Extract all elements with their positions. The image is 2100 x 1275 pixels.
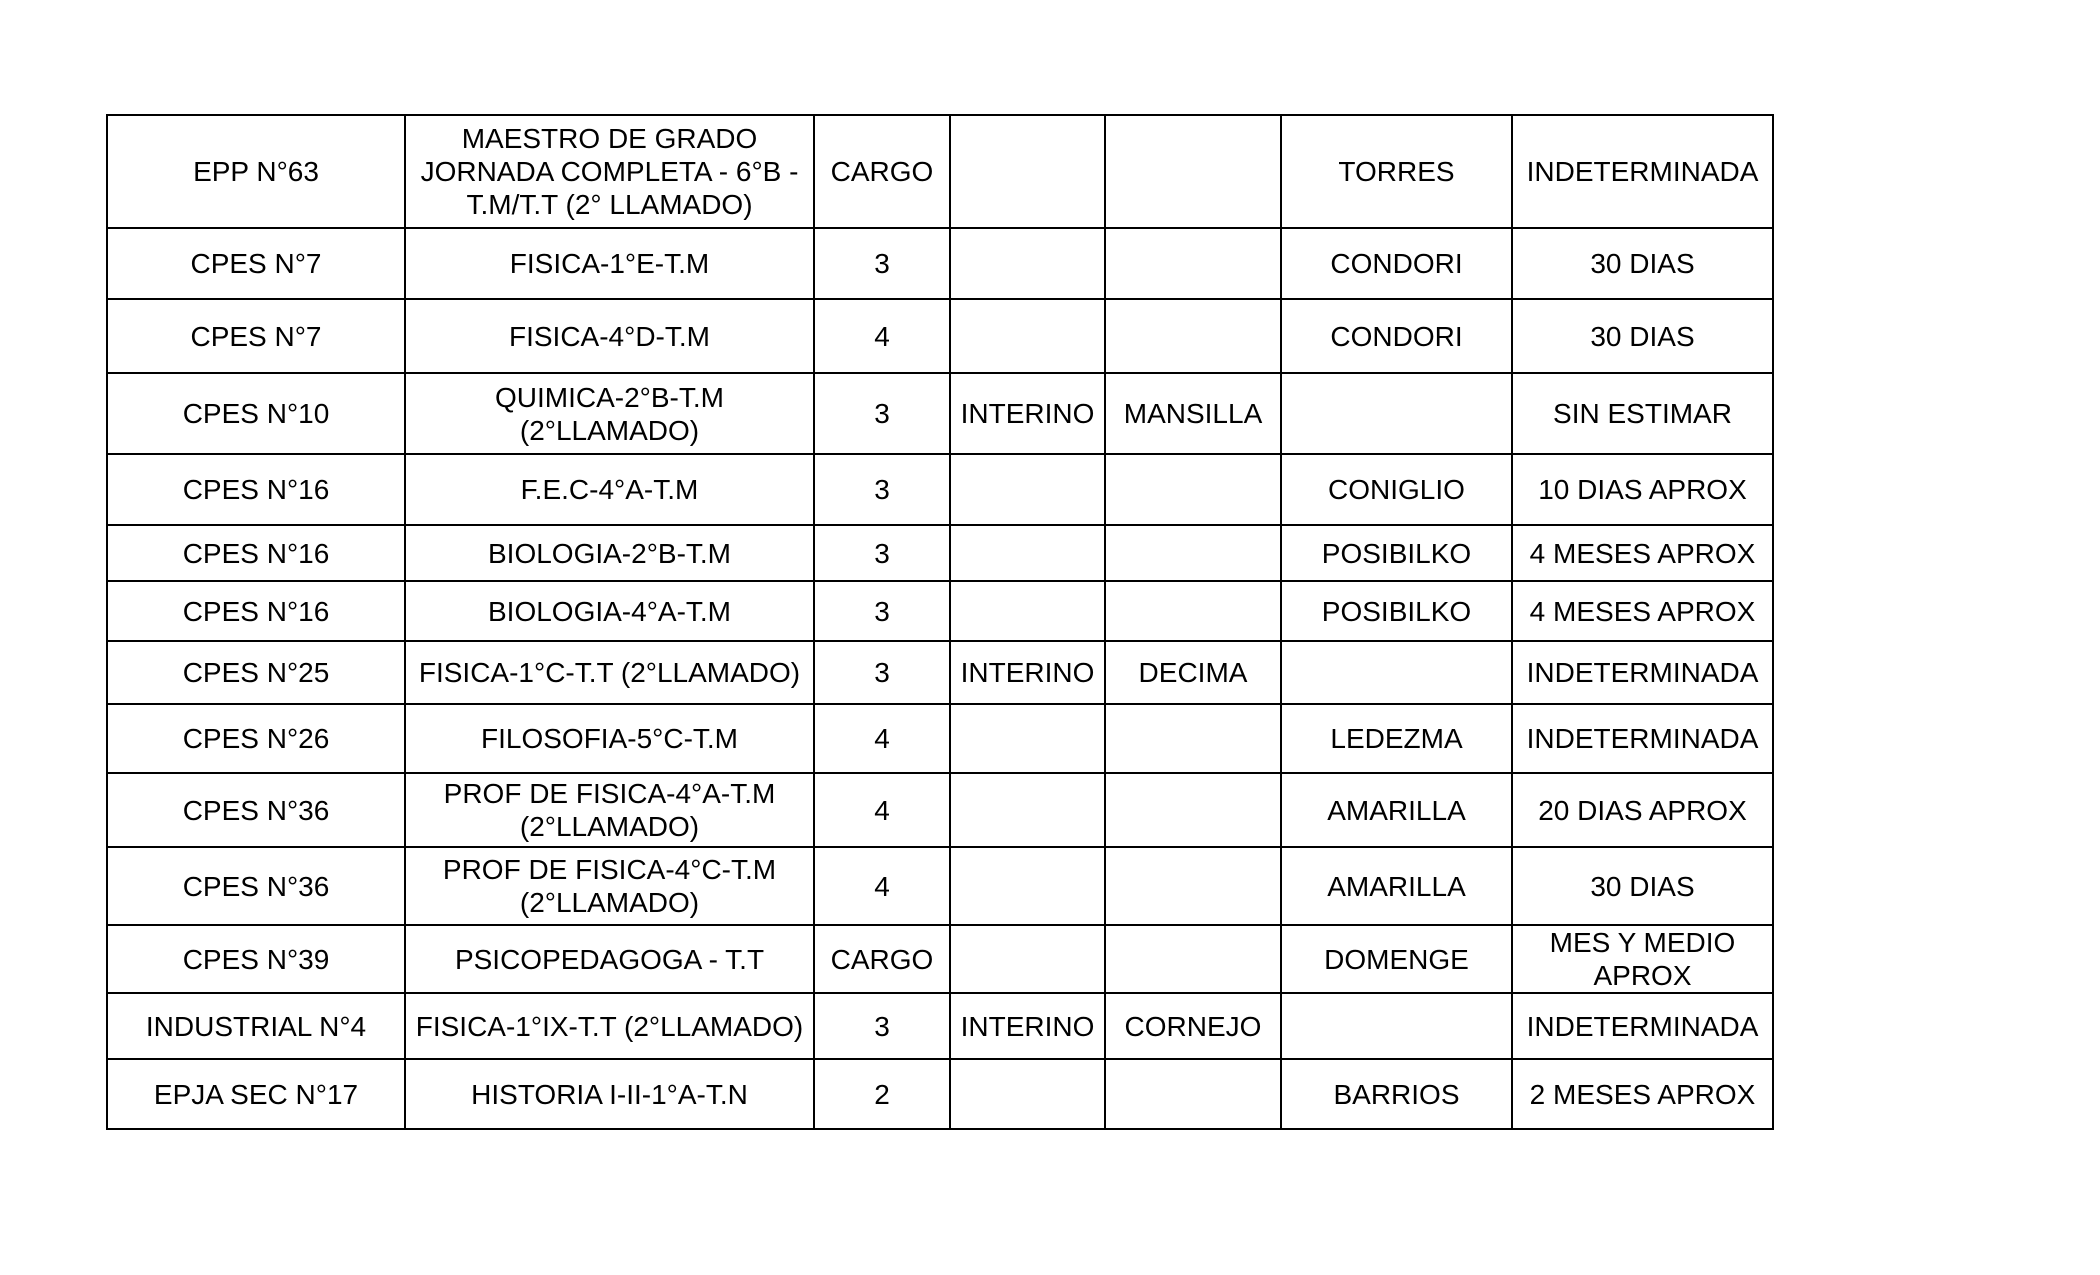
duration-cell: MES Y MEDIO APROX	[1512, 925, 1773, 993]
table-row	[107, 704, 1773, 773]
duration-cell: 4 MESES APROX	[1512, 581, 1773, 641]
duration-cell: 20 DIAS APROX	[1512, 773, 1773, 847]
position-cell: BIOLOGIA-2°B-T.M	[405, 525, 814, 581]
hours-cell: CARGO	[814, 115, 950, 228]
replaced-teacher-cell: AMARILLA	[1281, 847, 1512, 925]
holder-cell: MANSILLA	[1105, 373, 1281, 454]
status-cell	[950, 847, 1105, 925]
hours-cell: 4	[814, 847, 950, 925]
duration-cell: 30 DIAS	[1512, 847, 1773, 925]
replaced-teacher-cell	[1281, 993, 1512, 1059]
school-cell: CPES N°10	[107, 373, 405, 454]
table-row	[107, 641, 1773, 704]
school-cell: CPES N°16	[107, 525, 405, 581]
replaced-teacher-cell: CONDORI	[1281, 299, 1512, 373]
duration-cell: 2 MESES APROX	[1512, 1059, 1773, 1129]
table-row	[107, 373, 1773, 454]
replaced-teacher-cell: DOMENGE	[1281, 925, 1512, 993]
hours-cell: 3	[814, 373, 950, 454]
duration-cell: INDETERMINADA	[1512, 704, 1773, 773]
duration-cell: SIN ESTIMAR	[1512, 373, 1773, 454]
school-cell: CPES N°7	[107, 299, 405, 373]
holder-cell	[1105, 847, 1281, 925]
duration-cell: INDETERMINADA	[1512, 641, 1773, 704]
position-cell: FISICA-1°E-T.M	[405, 228, 814, 299]
status-cell	[950, 525, 1105, 581]
position-cell: HISTORIA I-II-1°A-T.N	[405, 1059, 814, 1129]
replaced-teacher-cell: AMARILLA	[1281, 773, 1512, 847]
replaced-teacher-cell: CONIGLIO	[1281, 454, 1512, 525]
hours-cell: 3	[814, 454, 950, 525]
status-cell: INTERINO	[950, 993, 1105, 1059]
hours-cell: 3	[814, 228, 950, 299]
holder-cell	[1105, 228, 1281, 299]
replaced-teacher-cell: BARRIOS	[1281, 1059, 1512, 1129]
status-cell	[950, 704, 1105, 773]
table-row	[107, 228, 1773, 299]
holder-cell	[1105, 1059, 1281, 1129]
table-row	[107, 115, 1773, 228]
school-cell: CPES N°16	[107, 454, 405, 525]
vacancy-table	[106, 114, 1774, 1130]
position-cell: F.E.C-4°A-T.M	[405, 454, 814, 525]
table-row	[107, 454, 1773, 525]
status-cell	[950, 773, 1105, 847]
position-cell: QUIMICA-2°B-T.M (2°LLAMADO)	[405, 373, 814, 454]
school-cell: INDUSTRIAL N°4	[107, 993, 405, 1059]
duration-cell: 4 MESES APROX	[1512, 525, 1773, 581]
replaced-teacher-cell: POSIBILKO	[1281, 525, 1512, 581]
duration-cell: 30 DIAS	[1512, 299, 1773, 373]
holder-cell	[1105, 115, 1281, 228]
status-cell: INTERINO	[950, 373, 1105, 454]
school-cell: EPP N°63	[107, 115, 405, 228]
replaced-teacher-cell: TORRES	[1281, 115, 1512, 228]
holder-cell	[1105, 454, 1281, 525]
hours-cell: 2	[814, 1059, 950, 1129]
school-cell: CPES N°36	[107, 847, 405, 925]
school-cell: CPES N°39	[107, 925, 405, 993]
table-row	[107, 299, 1773, 373]
holder-cell	[1105, 773, 1281, 847]
replaced-teacher-cell: POSIBILKO	[1281, 581, 1512, 641]
status-cell: INTERINO	[950, 641, 1105, 704]
holder-cell	[1105, 581, 1281, 641]
table-row	[107, 847, 1773, 925]
holder-cell	[1105, 299, 1281, 373]
position-cell: PSICOPEDAGOGA - T.T	[405, 925, 814, 993]
holder-cell: CORNEJO	[1105, 993, 1281, 1059]
duration-cell: INDETERMINADA	[1512, 115, 1773, 228]
holder-cell	[1105, 925, 1281, 993]
table-row	[107, 581, 1773, 641]
status-cell	[950, 115, 1105, 228]
position-cell: FISICA-1°C-T.T (2°LLAMADO)	[405, 641, 814, 704]
duration-cell: INDETERMINADA	[1512, 993, 1773, 1059]
table-row	[107, 925, 1773, 993]
table-row	[107, 1059, 1773, 1129]
holder-cell	[1105, 525, 1281, 581]
status-cell	[950, 454, 1105, 525]
position-cell: BIOLOGIA-4°A-T.M	[405, 581, 814, 641]
school-cell: CPES N°36	[107, 773, 405, 847]
school-cell: CPES N°25	[107, 641, 405, 704]
hours-cell: 4	[814, 299, 950, 373]
status-cell	[950, 299, 1105, 373]
hours-cell: 4	[814, 773, 950, 847]
hours-cell: 3	[814, 641, 950, 704]
position-cell: PROF DE FISICA-4°C-T.M (2°LLAMADO)	[405, 847, 814, 925]
hours-cell: 3	[814, 993, 950, 1059]
school-cell: CPES N°16	[107, 581, 405, 641]
hours-cell: 3	[814, 581, 950, 641]
position-cell: FISICA-1°IX-T.T (2°LLAMADO)	[405, 993, 814, 1059]
vacancy-table-body	[107, 115, 1773, 1129]
replaced-teacher-cell: LEDEZMA	[1281, 704, 1512, 773]
position-cell: PROF DE FISICA-4°A-T.M (2°LLAMADO)	[405, 773, 814, 847]
table-row	[107, 525, 1773, 581]
status-cell	[950, 581, 1105, 641]
replaced-teacher-cell: CONDORI	[1281, 228, 1512, 299]
hours-cell: 4	[814, 704, 950, 773]
school-cell: EPJA SEC N°17	[107, 1059, 405, 1129]
duration-cell: 10 DIAS APROX	[1512, 454, 1773, 525]
status-cell	[950, 228, 1105, 299]
school-cell: CPES N°26	[107, 704, 405, 773]
hours-cell: 3	[814, 525, 950, 581]
replaced-teacher-cell	[1281, 373, 1512, 454]
hours-cell: CARGO	[814, 925, 950, 993]
school-cell: CPES N°7	[107, 228, 405, 299]
status-cell	[950, 925, 1105, 993]
duration-cell: 30 DIAS	[1512, 228, 1773, 299]
holder-cell	[1105, 704, 1281, 773]
status-cell	[950, 1059, 1105, 1129]
table-row	[107, 993, 1773, 1059]
replaced-teacher-cell	[1281, 641, 1512, 704]
position-cell: FISICA-4°D-T.M	[405, 299, 814, 373]
table-row	[107, 773, 1773, 847]
position-cell: MAESTRO DE GRADO JORNADA COMPLETA - 6°B - T.M/T.T (2° LLAMADO)	[405, 115, 814, 228]
holder-cell: DECIMA	[1105, 641, 1281, 704]
position-cell: FILOSOFIA-5°C-T.M	[405, 704, 814, 773]
